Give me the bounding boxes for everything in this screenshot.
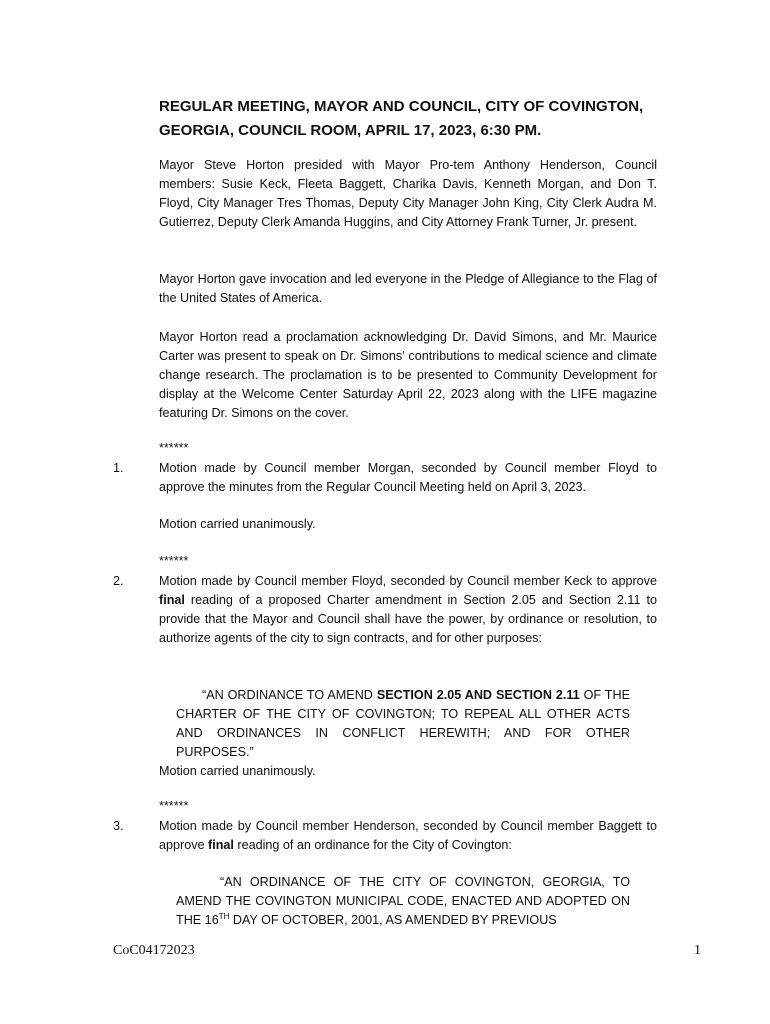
separator: ****** (159, 441, 189, 455)
separator: ****** (159, 799, 189, 813)
item-number: 3. (113, 819, 124, 833)
item-motion: Motion made by Council member Morgan, seconded by Council member Floyd to approve the minutes from the Regular Council Meeting held on April 3, 2023. (159, 461, 657, 494)
item-result: Motion carried unanimously. (159, 764, 316, 778)
item-motion: Motion made by Council member Henderson, seconded by Council member Baggett to approve final reading of an ordinance for the City of Covington: (159, 819, 657, 852)
page-number: 1 (694, 943, 701, 958)
ordinance-quote: “AN ORDINANCE OF THE CITY OF COVINGTON, GEORGIA, TO AMEND THE COVINGTON MUNICIPAL CODE, ENACTED AND ADOPTED ON THE 16TH DAY OF OCTOBER, 2001, AS AMENDED BY PREVIOUS (176, 875, 630, 927)
item-number: 1. (113, 461, 124, 475)
item-motion: Motion made by Council member Floyd, seconded by Council member Keck to approve final reading of a proposed Charter amendment in Section 2.05 and Section 2.11 to provide that the Mayor and Council shall have the power, by ordinance or resolution, to authorize agents of the city to sign contracts, and for other purposes: (159, 574, 657, 645)
item-result: Motion carried unanimously. (159, 517, 316, 531)
separator: ****** (159, 554, 189, 568)
invocation-paragraph: Mayor Horton gave invocation and led everyone in the Pledge of Allegiance to the Flag of the United States of America. (159, 272, 657, 305)
item-number: 2. (113, 574, 124, 588)
meeting-title: REGULAR MEETING, MAYOR AND COUNCIL, CITY OF COVINGTON, GEORGIA, COUNCIL ROOM, APRIL 17, 2023, 6:30 PM. (159, 98, 644, 139)
ordinance-quote: “AN ORDINANCE TO AMEND SECTION 2.05 AND SECTION 2.11 OF THE CHARTER OF THE CITY OF COVINGTON; TO REPEAL ALL OTHER ACTS AND ORDINANCES IN CONFLICT HEREWITH; AND FOR OTHER PURPOSES.” (176, 688, 630, 759)
document-id: CoC04172023 (113, 943, 195, 958)
proclamation-paragraph: Mayor Horton read a proclamation acknowledging Dr. David Simons, and Mr. Maurice Carter was present to speak on Dr. Simons’ contributions to medical science and climate change research. The proclamation is to be presented to Community Development for display at the Welcome Center Saturday April 22, 2023 along with the LIFE magazine featuring Dr. Simons on the cover. (159, 330, 657, 420)
attendance-paragraph: Mayor Steve Horton presided with Mayor Pro-tem Anthony Henderson, Council members: Susie Keck, Fleeta Baggett, Charika Davis, Kenneth Morgan, and Don T. Floyd, City Manager Tres Thomas, Deputy City Manager John King, City Clerk Audra M. Gutierrez, Deputy Clerk Amanda Huggins, and City Attorney Frank Turner, Jr. present. (159, 158, 657, 229)
